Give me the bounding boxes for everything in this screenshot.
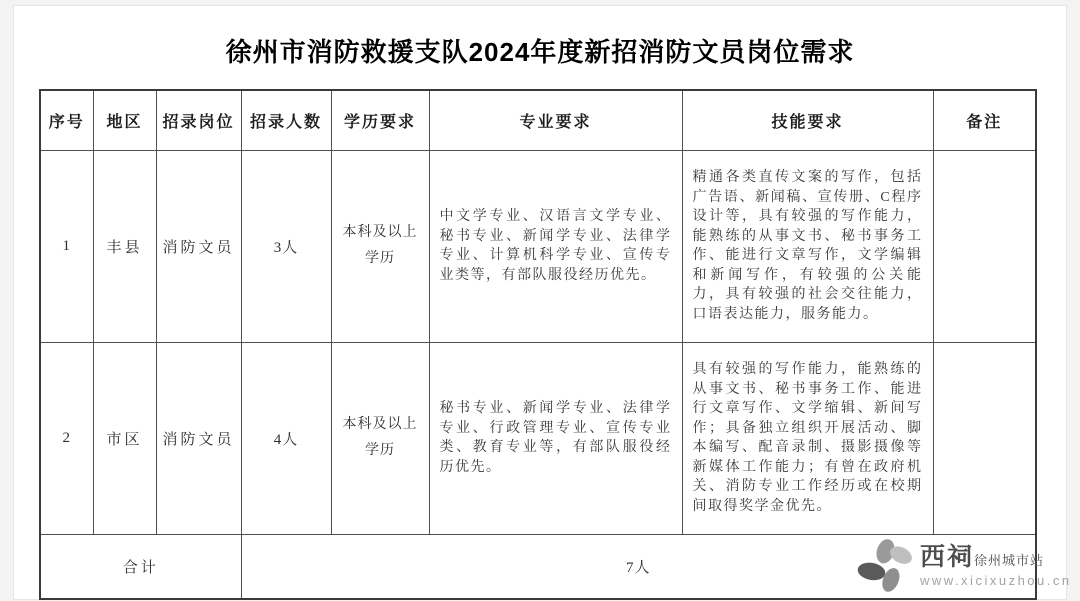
cell-education: 本科及以上学历 (331, 342, 429, 534)
cell-count: 3人 (241, 150, 331, 342)
cell-skills: 精通各类直传文案的写作，包括广告语、新闻稿、宣传册、C程序设计等，具有较强的写作能力，能熟练的从事文书、秘书事务工作、能进行文章写作，文学编辑和新闻写作，有较强的公关能力，具有较强的社会交往能力，口语表达能力，服务能力。 (682, 150, 933, 342)
col-header-skills: 技能要求 (682, 90, 933, 150)
table-row (40, 150, 1036, 342)
total-value: 7人 (241, 534, 1036, 599)
watermark-site: 徐州城市站 (974, 553, 1045, 568)
cell-position: 消防文员 (156, 342, 241, 534)
col-header-region: 地区 (93, 90, 156, 150)
cell-major: 中文学专业、汉语言文学专业、秘书专业、新闻学专业、法律学专业、计算机科学专业、宣传专业类等，有部队服役经历优先。 (429, 150, 682, 342)
cell-region: 丰县 (93, 150, 156, 342)
col-header-education: 学历要求 (331, 90, 429, 150)
col-header-note: 备注 (933, 90, 1036, 150)
cell-skills: 具有较强的写作能力，能熟练的从事文书、秘书事务工作、能进行文章写作、文学缩辑、新间写作；具备独立组织开展活动、脚本编写、配音录制、摄影摄像等新媒体工作能力；有曾在政府机关、消防专业工作经历或在校期间取得奖学金优先。 (682, 342, 933, 534)
cell-seq: 1 (40, 150, 93, 342)
watermark-url: www.xicixuzhou.cn (920, 573, 1072, 588)
table-row (40, 342, 1036, 534)
col-header-count: 招录人数 (241, 90, 331, 150)
col-header-seq: 序号 (40, 90, 93, 150)
col-header-position: 招录岗位 (156, 90, 241, 150)
cell-major: 秘书专业、新闻学专业、法律学专业、行政管理专业、宣传专业类、教育专业等，有部队服役经历优先。 (429, 342, 682, 534)
page-title: 徐州市消防救援支队2024年度新招消防文员岗位需求 (225, 37, 855, 67)
col-header-major: 专业要求 (429, 90, 682, 150)
cell-note (933, 342, 1036, 534)
cell-education: 本科及以上学历 (331, 150, 429, 342)
document-page (13, 5, 1072, 600)
table-header (40, 90, 1036, 150)
watermark-brand: 西祠 (920, 543, 975, 571)
cell-count: 4人 (241, 342, 331, 534)
cell-region: 市区 (93, 342, 156, 534)
total-label: 合计 (40, 534, 241, 599)
header-row (40, 90, 1036, 150)
cell-note (933, 150, 1036, 342)
total-row (40, 534, 1036, 599)
recruitment-table (39, 89, 1037, 600)
cell-seq: 2 (40, 342, 93, 534)
cell-position: 消防文员 (156, 150, 241, 342)
